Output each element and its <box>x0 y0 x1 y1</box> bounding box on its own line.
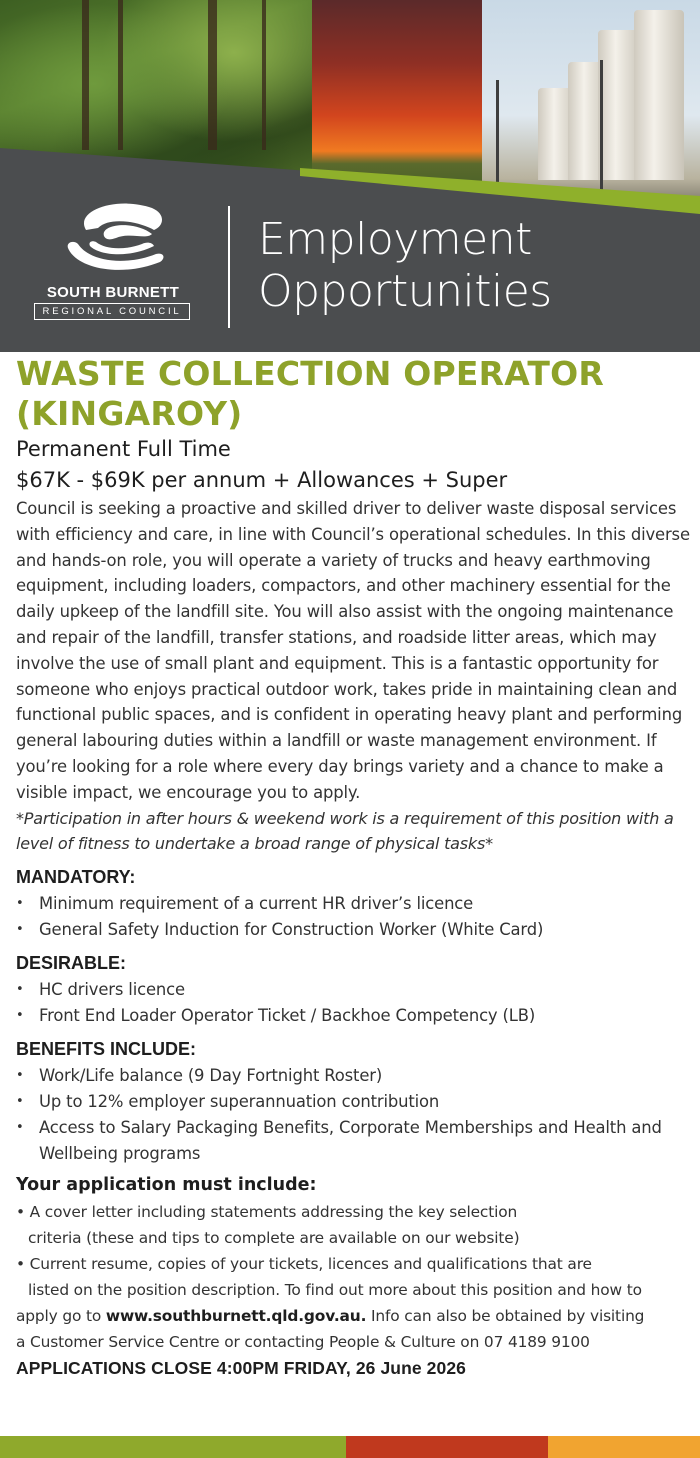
desirable-heading: DESIRABLE: <box>16 953 127 974</box>
list-item: • Access to Salary Packaging Benefits, Corporate Memberships and Health and Wellbeing programs <box>16 1115 692 1167</box>
application-item-resume <box>16 1251 692 1303</box>
footer-color-bar <box>0 1436 700 1458</box>
list-item: • General Safety Induction for Construction Worker (White Card) <box>16 917 692 943</box>
application-heading: Your application must include: <box>16 1175 317 1196</box>
ad-content <box>16 352 692 1381</box>
apply-suffix: Info can also be obtained by visiting <box>366 1307 645 1326</box>
footer-orange-segment <box>548 1436 700 1458</box>
list-item: • Front End Loader Operator Ticket / Backhoe Competency (LB) <box>16 1003 692 1029</box>
footer-red-segment <box>346 1436 548 1458</box>
job-title-line1: WASTE COLLECTION OPERATOR <box>16 354 604 393</box>
list-item: • Work/Life balance (9 Day Fortnight Roster) <box>16 1063 692 1089</box>
header-title-line2: Opportunities <box>258 266 552 317</box>
cover-letter-line2: criteria (these and tips to complete are available on our website) <box>28 1229 520 1248</box>
cover-letter-line1: • A cover letter including statements addressing the key selection <box>16 1203 518 1222</box>
header-title <box>258 214 688 318</box>
job-title <box>16 352 692 434</box>
apply-info <box>16 1303 692 1329</box>
header-banner <box>0 0 700 352</box>
desirable-list <box>16 977 692 1029</box>
closing-date: APPLICATIONS CLOSE 4:00PM FRIDAY, 26 June 2026 <box>16 1358 467 1379</box>
list-item: • Minimum requirement of a current HR driver’s licence <box>16 891 692 917</box>
header-divider <box>228 206 230 328</box>
swirl-logo-icon <box>56 196 174 278</box>
website-link[interactable]: www.southburnett.qld.gov.au. <box>105 1307 367 1326</box>
list-item: • HC drivers licence <box>16 977 692 1003</box>
contact-info: a Customer Service Centre or contacting People & Culture on 07 4189 9100 <box>16 1333 590 1352</box>
benefits-heading: BENEFITS INCLUDE: <box>16 1039 196 1060</box>
requirement-note: *Participation in after hours & weekend work is a requirement of this position with a level of fitness to undertake a broad range of physical tasks* <box>16 808 674 854</box>
mandatory-heading: MANDATORY: <box>16 867 136 888</box>
council-logo <box>32 196 194 328</box>
benefits-list <box>16 1063 692 1167</box>
job-title-line2: (KINGAROY) <box>16 394 243 433</box>
silos-photo <box>482 0 700 210</box>
header-title-line1: Employment <box>258 214 532 265</box>
list-item: • Up to 12% employer superannuation contribution <box>16 1089 692 1115</box>
mandatory-list <box>16 891 692 943</box>
resume-line1: • Current resume, copies of your tickets, licences and qualifications that are <box>16 1255 592 1274</box>
council-name: SOUTH BURNETT <box>46 284 180 301</box>
employment-type: Permanent Full Time <box>16 437 231 461</box>
apply-prefix: apply go to <box>16 1307 106 1326</box>
job-description: Council is seeking a proactive and skilled driver to deliver waste disposal services with efficiency and care, in line with Council’s operational schedules. In this diverse and hands-on role, you will operate a variety of trucks and heavy earthmoving equipment, including loaders, compactors, and other machinery essential for the daily upkeep of the landfill site. You will also assist with the ongoing maintenance and repair of the landfill, transfer stations, and roadside litter areas, which may involve the use of small plant and equipment. This is a fantastic opportunity for someone who enjoys practical outdoor work, takes pride in maintaining clean and functional public spaces, and is confident in operating heavy plant and performing general labouring duties within a landfill or waste management environment. If you’re looking for a role where every day brings variety and a chance to make a visible impact, we encourage you to apply. <box>16 499 690 802</box>
application-item-cover-letter <box>16 1199 692 1251</box>
resume-line2: listed on the position description. To find out more about this position and how to <box>28 1281 642 1300</box>
council-subtitle: REGIONAL COUNCIL <box>34 303 190 320</box>
footer-green-segment <box>0 1436 346 1458</box>
salary: $67K - $69K per annum + Allowances + Super <box>16 468 508 492</box>
